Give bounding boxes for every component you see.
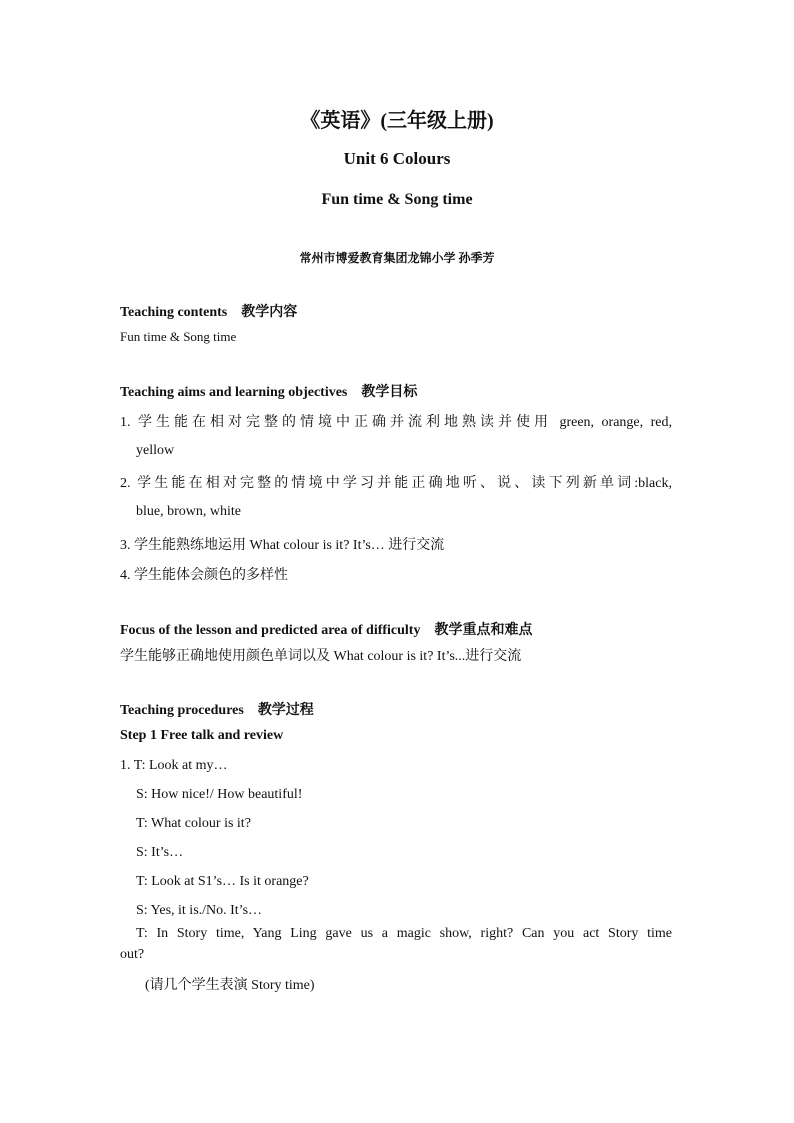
unit-title: Unit 6 Colours bbox=[343, 149, 451, 168]
aims-heading-en: Teaching aims and learning objectives bbox=[120, 385, 348, 400]
procedures-heading bbox=[120, 699, 314, 719]
procedures-heading-zh: 教学过程 bbox=[257, 703, 314, 718]
contents-heading-zh: 教学内容 bbox=[241, 305, 298, 320]
aim-item-3: 3. 学生能熟练地运用 What colour is it? It’s… 进行交流 bbox=[120, 538, 445, 553]
contents-text: Fun time & Song time bbox=[120, 329, 237, 344]
step-1-heading: Step 1 Free talk and review bbox=[120, 728, 284, 743]
dialogue-line: S: It’s… bbox=[136, 845, 184, 860]
lesson-title: Fun time & Song time bbox=[321, 191, 473, 208]
aims-heading bbox=[120, 381, 417, 401]
dialogue-line: T: What colour is it? bbox=[136, 816, 251, 831]
focus-text: 学生能够正确地使用颜色单词以及 What colour is it? It’s...进行交流 bbox=[120, 649, 522, 664]
aim-item-1-line-2: yellow bbox=[136, 443, 175, 458]
dialogue-line: out? bbox=[120, 947, 145, 962]
dialogue-line: 1. T: Look at my… bbox=[120, 758, 228, 773]
dialogue-line: T: Look at S1’s… Is it orange? bbox=[136, 874, 309, 889]
aims-heading-zh: 教学目标 bbox=[361, 385, 418, 400]
contents-heading-en: Teaching contents bbox=[120, 305, 228, 320]
document-title: 《英语》(三年级上册) bbox=[300, 110, 494, 132]
focus-heading-en: Focus of the lesson and predicted area of difficulty bbox=[120, 623, 421, 638]
contents-heading bbox=[120, 301, 297, 321]
author-line: 常州市博爱教育集团龙锦小学 孙季芳 bbox=[299, 251, 495, 265]
aim-item-4: 4. 学生能体会颜色的多样性 bbox=[120, 568, 288, 583]
dialogue-line: T: In Story time, Yang Ling gave us a magic show, right? Can you act Story time bbox=[136, 926, 672, 941]
aim-item-2-line-1: 2. 学生能在相对完整的情境中学习并能正确地听、说、读下列新单词:black, bbox=[120, 476, 672, 491]
dialogue-line: S: Yes, it is./No. It’s… bbox=[136, 903, 263, 918]
dialogue-note: (请几个学生表演 Story time) bbox=[145, 978, 315, 993]
aim-item-1-line-1: 1. 学生能在相对完整的情境中正确并流利地熟读并使用 green, orange, red, bbox=[120, 415, 672, 430]
dialogue-line: S: How nice!/ How beautiful! bbox=[136, 787, 303, 802]
aim-item-2-line-2: blue, brown, white bbox=[136, 504, 241, 519]
focus-heading-zh: 教学重点和难点 bbox=[434, 623, 533, 638]
focus-heading bbox=[120, 619, 532, 639]
procedures-heading-en: Teaching procedures bbox=[120, 703, 244, 718]
